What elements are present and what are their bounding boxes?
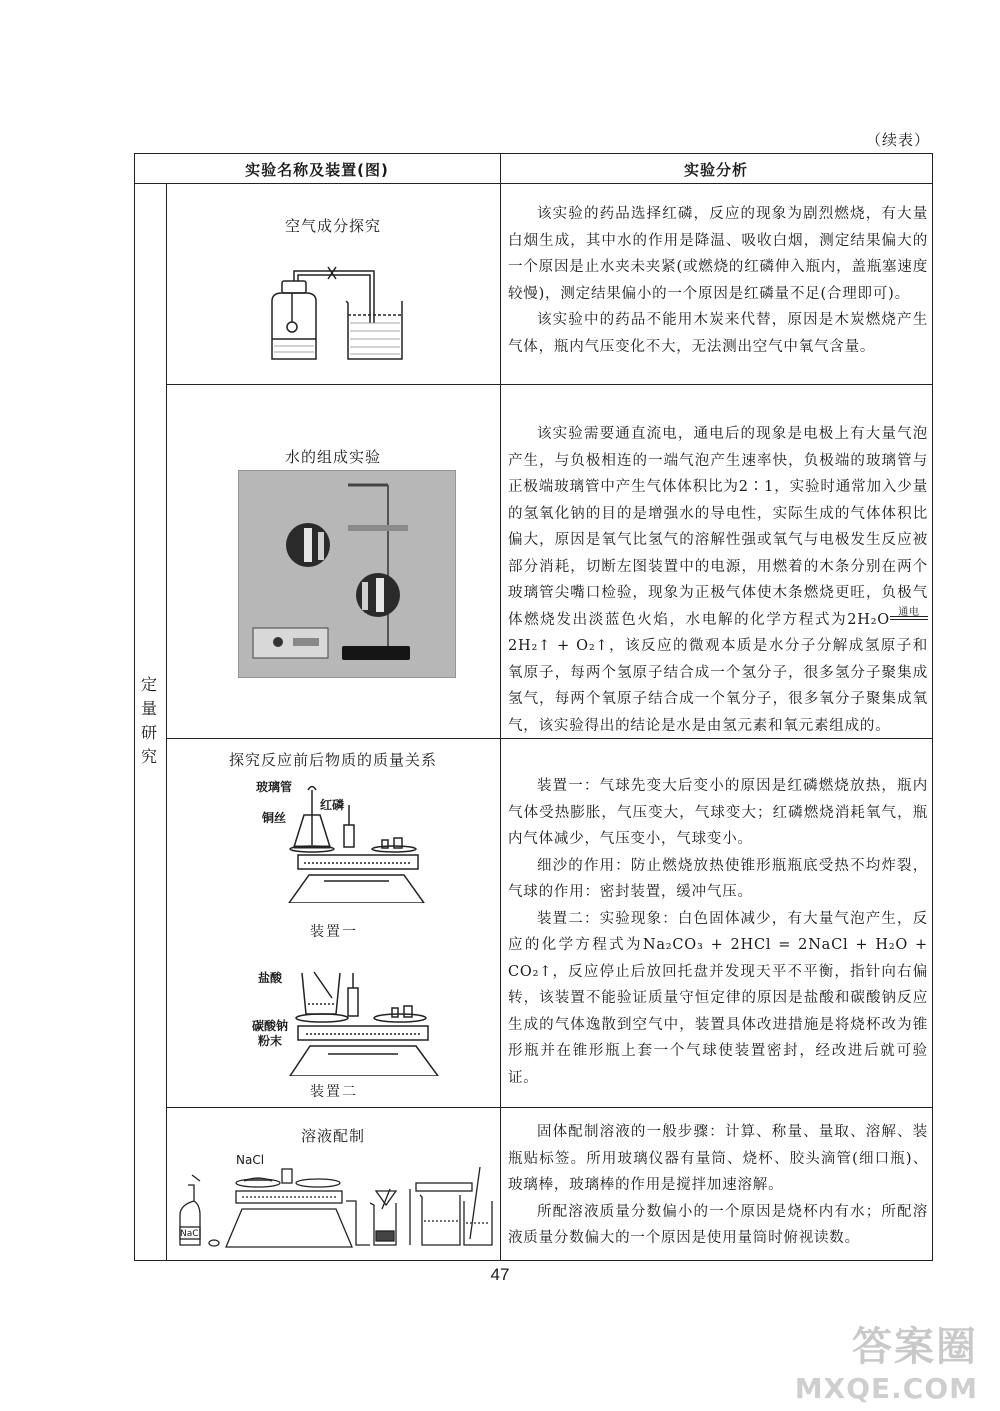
water-electrolysis-photo bbox=[238, 470, 456, 678]
table-right-rule bbox=[932, 153, 933, 1261]
page-number: 47 bbox=[490, 1265, 510, 1284]
analysis-paragraph: 该实验中的药品不能用木炭来代替，原因是木炭燃烧产生气体，瓶内气压变化不大，无法测出空气中氧气含量。 bbox=[508, 312, 928, 355]
row-divider bbox=[166, 384, 933, 385]
analysis-paragraph: 装置二：实验现象：白色固体减少，有大量气泡产生，反应的化学方程式为Na₂CO₃ + 2HCl = 2NaCl + H₂O + CO₂↑，反应停止后放回托盘并发现天平不平衡，指针向右偏转，该装置不能验证质量守恒定律的原因是盐酸和碳酸钠反应生成的气体逸散到空气中，装置具体改进措施是将烧杯改为锥形瓶并在锥形瓶上套一个气球使装置密封，经改进后就可验证。 bbox=[508, 910, 928, 1086]
label-glass-tube: 玻璃管 bbox=[256, 780, 293, 794]
analysis-paragraph: 装置一：气球先变大后变小的原因是红磷燃烧放热，瓶内气体受热膨胀，气压变大，气球变大；红磷燃烧消耗氧气，瓶内气体减少，气压变小，气球变小。 bbox=[508, 778, 928, 847]
label-nacl-bottle: NaCl bbox=[180, 1229, 202, 1239]
row-divider bbox=[166, 1107, 933, 1108]
watermark bbox=[795, 1315, 978, 1405]
analysis-paragraph: 细沙的作用：防止燃烧放热使锥形瓶瓶底受热不均炸裂，气球的作用：密封装置，缓冲气压。 bbox=[508, 857, 928, 900]
label-powder: 粉末 bbox=[258, 1034, 283, 1048]
table-top-rule bbox=[134, 153, 933, 154]
row1-title: 空气成分探究 bbox=[284, 217, 381, 235]
table-left-rule bbox=[134, 153, 135, 1261]
analysis-text: 该实验需要通直流电，通电后的现象是电极上有大量气泡产生，与负极相连的一端气泡产生速率快，负极端的玻璃管与正极端玻璃管中产生气体体积比为2∶1，实验时通常加入少量的氢氧化钠的目的是增强水的导电性，实际生成的气体体积比偏大，原因是氧气比氢气的溶解性强或氧气与电极发生反应被部分消耗，切断左图装置中的电源，用燃着的木条分别在两个玻璃管尖嘴口检验，现象为正极气体使木条燃烧更旺，负极气体燃烧发出淡蓝色火焰，水 bbox=[508, 426, 928, 628]
watermark-url: MXQE.COM bbox=[794, 1372, 978, 1405]
row4-analysis bbox=[508, 1119, 928, 1252]
watermark-logo-text: 答案圈 bbox=[852, 1324, 978, 1370]
equation-right: 2H₂↑ + O₂↑ bbox=[508, 638, 609, 654]
analysis-paragraph: 固体配制溶液的一般步骤：计算、称量、量取、溶解、装瓶贴标签。所用玻璃仪器有量筒、烧杯、胶头滴管(细口瓶)、玻璃棒，玻璃棒的作用是搅拌加速溶解。 bbox=[508, 1124, 928, 1193]
column-divider bbox=[500, 153, 501, 1261]
table-header-rule bbox=[134, 183, 933, 184]
side-column-rule bbox=[166, 183, 167, 1261]
label-nacl-pan: NaCl bbox=[236, 1153, 265, 1167]
air-composition-apparatus bbox=[252, 251, 422, 366]
column-header-apparatus: 实验名称及装置(图) bbox=[245, 161, 389, 179]
equation-left: 2H₂O bbox=[847, 611, 890, 628]
analysis-paragraph bbox=[508, 421, 928, 739]
table-bottom-rule bbox=[134, 1260, 933, 1261]
experiment-table bbox=[134, 153, 933, 1261]
label-hydrochloric-acid: 盐酸 bbox=[258, 971, 283, 985]
equation-condition: 通电 bbox=[898, 606, 920, 618]
row2-analysis bbox=[508, 421, 928, 739]
row3-title: 探究反应前后物质的质量关系 bbox=[228, 751, 437, 769]
balance-apparatus-two bbox=[288, 968, 458, 1076]
row4-title: 溶液配制 bbox=[300, 1127, 365, 1145]
row3-analysis bbox=[508, 773, 928, 1091]
solution-preparation-apparatus bbox=[170, 1161, 496, 1249]
label-copper-wire: 铜丝 bbox=[262, 811, 287, 825]
analysis-paragraph: 所配溶液质量分数偏小的一个原因是烧杯内有水；所配溶液质量分数偏大的一个原因是使用量筒时俯视读数。 bbox=[508, 1203, 928, 1246]
equation-arrow bbox=[890, 606, 928, 624]
column-header-analysis: 实验分析 bbox=[683, 161, 748, 179]
label-red-phosphorus: 红磷 bbox=[320, 798, 345, 812]
caption-apparatus-one: 装置一 bbox=[310, 924, 358, 940]
analysis-paragraph: 该实验的药品选择红磷，反应的现象为剧烈燃烧，有大量白烟生成，其中水的作用是降温、吸收白烟，测定结果偏大的一个原因是止水夹未夹紧(或燃烧的红磷伸入瓶内，盖瓶塞速度较慢)，测定结果偏小的一个原因是红磷量不足(合理即可)。 bbox=[508, 206, 928, 302]
row2-title: 水的组成实验 bbox=[284, 448, 381, 466]
analysis-text: ，该反应的微观本质是水分子分解成氢原子和氧原子，每两个氢原子结合成一个氢分子，很多氢分子聚集成氢气，每两个氧原子结合成一个氧分子，很多氧分子聚集成氧气，该实验得出的结论是水是由氢元素和氧元素组成的。 bbox=[508, 638, 928, 734]
balance-apparatus-one bbox=[284, 785, 459, 903]
label-sodium-carbonate: 碳酸钠 bbox=[252, 1019, 289, 1033]
caption-apparatus-two: 装置二 bbox=[310, 1084, 358, 1100]
continued-label: （续表） bbox=[865, 131, 930, 149]
equation-prefix: 电解的化学方程式为 bbox=[701, 611, 848, 628]
row1-analysis bbox=[508, 201, 928, 360]
side-label-quantitative: 定量研究 bbox=[140, 675, 159, 766]
